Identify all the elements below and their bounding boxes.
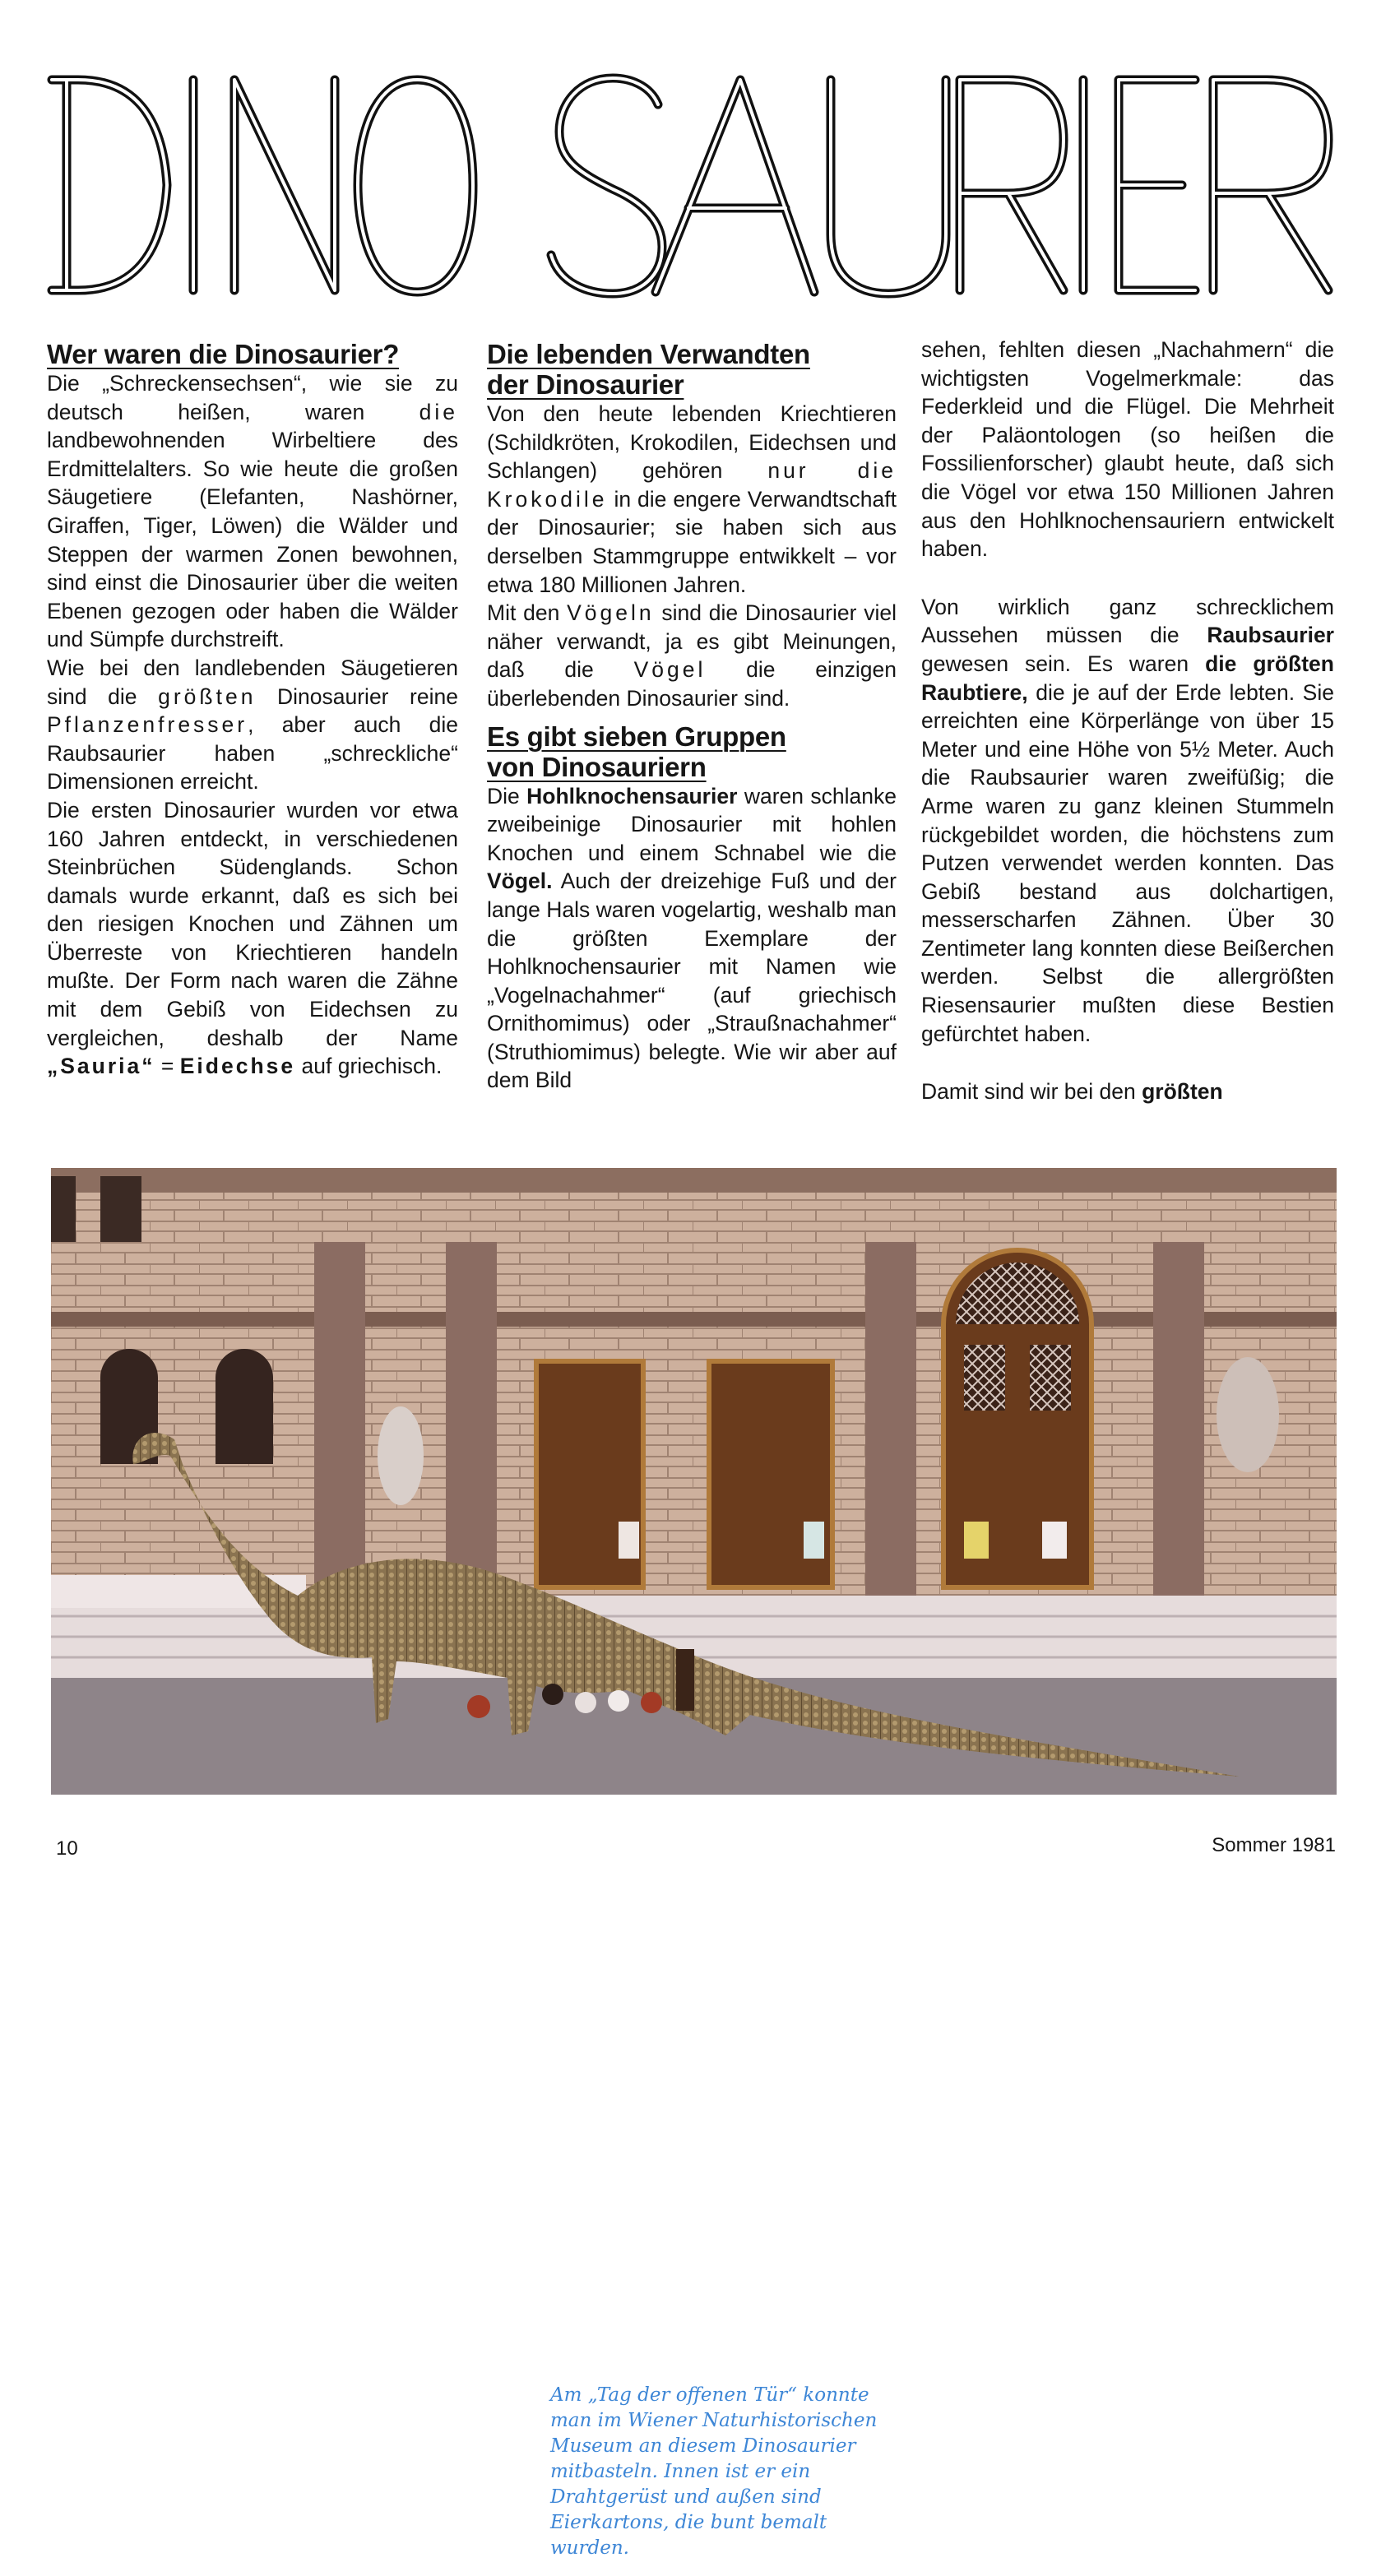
- column: [446, 1242, 497, 1596]
- page-title-dinosaurier: [45, 70, 1345, 300]
- heading-sieben-gruppen: Es gibt sieben Gruppen von Dinosauriern: [487, 720, 786, 782]
- handwritten-caption: Am „Tag der offenen Tür“ konnte man im Wiener Naturhistorischen Museum an diesem Dinosaurier mitbasteln. Innen ist er ein Drahtgerüst und außen sind Eierkartons, die bunt bemalt wurden.: [540, 2373, 953, 2576]
- child: [467, 1695, 490, 1718]
- arched-window: [216, 1349, 273, 1464]
- child: [608, 1690, 629, 1712]
- title-letter-a-inner: [656, 80, 814, 292]
- column-3: [921, 336, 1334, 1106]
- child: [641, 1692, 662, 1713]
- title-letter-d: [52, 80, 167, 290]
- statue: [378, 1406, 424, 1505]
- paragraph: Die „Schreckensechsen“, wie sie zu deutsch heißen, waren die landbewohnenden Wirbeltiere des Erdmittelalters. So wie heute die großen Säugetiere (Elefanten, Nashörner, Giraffen, Tiger, Löwen) die Wälder und Steppen der warmen Zonen bewohnen, sind einst die Dinosaurier über die weiten Ebenen gezogen oder haben die Wälder und Sümpfe durchstreift.: [47, 371, 458, 652]
- paragraph: Mit den Vögeln sind die Dinosaurier viel näher verwandt, ja es gibt Meinungen, daß die Vögel die einzigen überlebenden Dinosaurier sind.: [487, 600, 897, 711]
- window: [51, 1176, 76, 1242]
- title-letter-o: [358, 80, 473, 292]
- child: [575, 1692, 596, 1713]
- column: [1153, 1242, 1204, 1596]
- heading-wer-waren: Wer waren die Dinosaurier?: [47, 339, 400, 369]
- photo-illustration: [51, 1168, 1337, 1795]
- poster: [964, 1522, 989, 1559]
- cornice: [51, 1168, 1337, 1193]
- column: [865, 1242, 916, 1596]
- child: [676, 1649, 694, 1711]
- poster: [619, 1522, 639, 1559]
- title-letter-n-inner: [234, 80, 335, 290]
- title-letter-u: [831, 80, 946, 294]
- column: [314, 1242, 365, 1596]
- issue-date: Sommer 1981: [1212, 1834, 1336, 1856]
- window: [100, 1176, 141, 1242]
- page-number: 10: [56, 1837, 78, 1860]
- poster: [804, 1522, 824, 1559]
- column-1: [47, 339, 458, 1081]
- title-letter-a: [656, 80, 814, 292]
- child: [542, 1684, 563, 1705]
- paragraph: Von wirklich ganz schrecklichem Aussehen müssen die Raubsaurier gewesen sein. Es waren die größten Raubtiere, die je auf der Erde lebten. Sie erreichten eine Körperlänge von über 15 Meter und eine Höhe von 5½ Meter. Auch die Raubsaurier waren zweifüßig; die Arme waren zu ganz kleinen Stummeln rückgebildet worden, die höchstens zum Putzen verwendet werden konnten. Das Gebiß bestand aus dolchartigen, messerscharfen Zähnen. Über 30 Zentimeter lang konnten diese Beißerchen werden. Selbst die allergrößten Riesensaurier mußten diese Bestien gefürchtet haben.: [921, 594, 1334, 1046]
- poster: [1042, 1522, 1067, 1559]
- paragraph: Die ersten Dinosaurier wurden vor etwa 160 Jahren entdeckt, in verschiedenen Steinbrüchen Südenglands. Schon damals wurde erkannt, daß es sich bei den riesigen Knochen und Zähnen um Überreste von Kriechtieren handeln mußte. Der Form nach waren die Zähne mit dem Gebiß von Eidechsen zu vergleichen, deshalb der Name „Sauria“ = Eidechse auf griechisch.: [47, 797, 458, 1079]
- paragraph: Wie bei den landlebenden Säugetieren sind die größten Dinosaurier reine Pflanzenfresser, aber auch die Raubsaurier haben „schreckliche“ Dimensionen erreicht.: [47, 655, 458, 795]
- paragraph: Damit sind wir bei den größten: [921, 1079, 1223, 1105]
- column-2: [487, 339, 897, 1095]
- statue: [1217, 1357, 1279, 1472]
- paragraph: Die Hohlknochensaurier waren schlanke zweibeinige Dinosaurier mit hohlen Knochen und einem Schnabel wie die Vögel. Auch der dreizehige Fuß und der lange Hals waren vogelartig, weshalb man die größten Exemplare der Hohlknochensaurier mit Namen wie „Vogelnachahmer“ (auf griechisch Ornithomimus) oder „Straußnachahmer“ (Struthiomimus) belegte. Wie wir aber auf dem Bild: [487, 783, 897, 1093]
- paragraph: sehen, fehlten diesen „Nachahmern“ die wichtigsten Vogelmerkmale: das Federkleid und die Flügel. Die Mehrheit der Paläontologen (so heißen die Fossilienforscher) glaubt heute, daß sich die Vögel vor etwa 150 Millionen Jahren aus den Hohlknochensauriern entwickelt haben.: [921, 337, 1334, 562]
- title-letter-u-inner: [831, 80, 946, 294]
- heading-lebende-verwandte: Die lebenden Verwandten der Dinosaurier: [487, 339, 810, 400]
- paragraph: Von den heute lebenden Kriechtieren (Schildkröten, Krokodilen, Eidechsen und Schlangen) gehören nur die Krokodile in die engere Verwandtschaft der Dinosaurier; sie haben sich aus derselben Stammgruppe entwikkelt – vor etwa 180 Millionen Jahren.: [487, 401, 897, 597]
